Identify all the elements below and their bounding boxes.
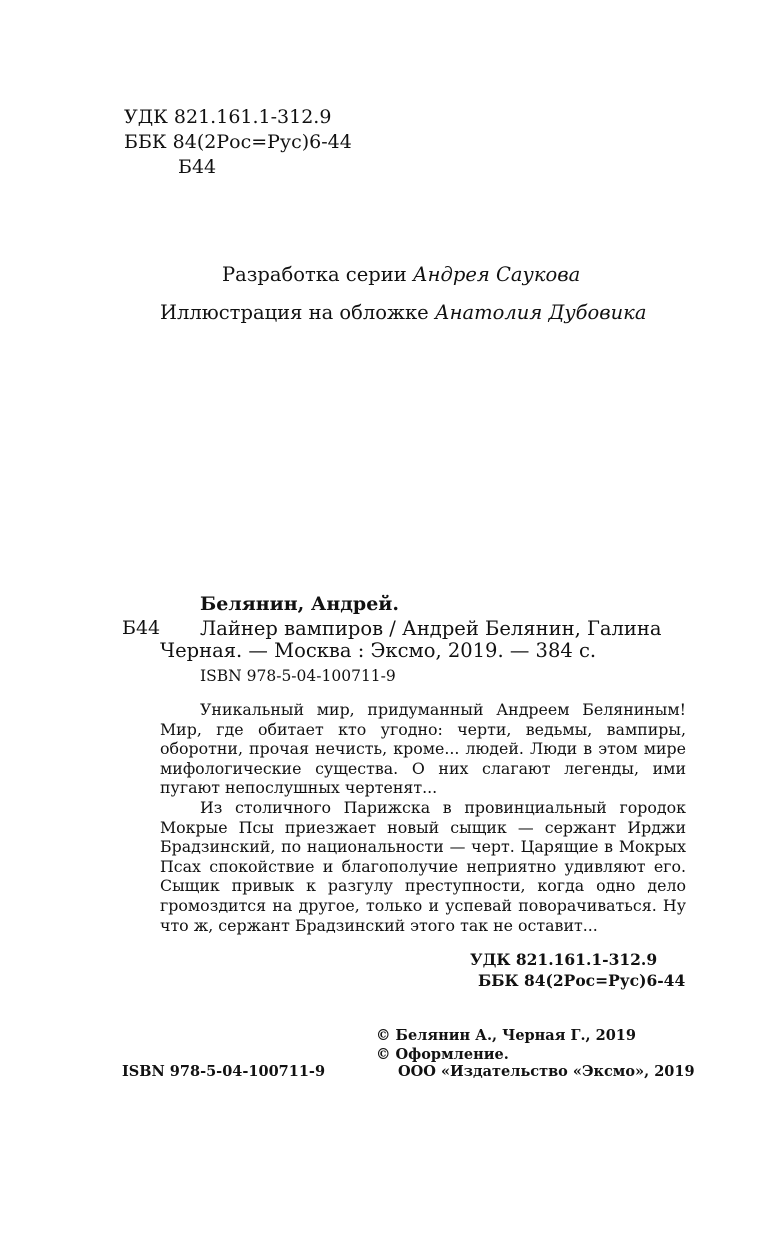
catalog-code: Б44 [122,617,161,639]
header-code: Б44 [178,156,217,178]
series-credit-name: Андрея Саукова [412,263,581,286]
copyright-isbn: ISBN 978-5-04-100711-9 [122,1063,326,1080]
cover-credit-prefix: Иллюстрация на обложке [160,301,435,324]
cover-credit [160,301,646,325]
catalog-author: Белянин, Андрей. [200,593,400,615]
cover-credit-name: Анатолия Дубовика [434,301,647,324]
header-udk: УДК 821.161.1-312.9 [124,106,332,128]
catalog-title-line2: Черная. — Москва : Эксмо, 2019. — 384 с. [160,639,597,662]
copyright-design: © Оформление. [376,1046,509,1063]
abstract [160,700,686,935]
codes-udk: УДК 821.161.1-312.9 [470,950,658,969]
header-bbk: ББК 84(2Рос=Рус)6-44 [124,131,352,153]
copyright-publisher: ООО «Издательство «Эксмо», 2019 [398,1063,695,1080]
codes-bbk: ББК 84(2Рос=Рус)6-44 [478,971,686,990]
copyright-authors: © Белянин А., Черная Г., 2019 [376,1027,636,1044]
catalog-isbn: ISBN 978-5-04-100711-9 [200,667,396,685]
catalog-title-line1: Лайнер вампиров / Андрей Белянин, Галина [200,617,662,640]
abstract-paragraph-2: Из столичного Парижска в провинциальный городок Мокрые Псы приезжает новый сыщик — сержант Ирджи Брадзинский, по национальности — черт. Царящие в Мокрых Псах спокойствие и благополучие неприятно удивляют его. Сыщик привык к разгулу преступности, когда одно дело громоздится на другое, только и успевай поворачиваться. Ну что ж, сержант Брадзинский этого так не оставит... [160,797,686,935]
series-credit-prefix: Разработка серии [222,263,413,286]
abstract-paragraph-1: Уникальный мир, придуманный Андреем Беляниным! Мир, где обитает кто угодно: черти, ведьмы, вампиры, оборотни, прочая нечисть, кроме... людей. Люди в этом мире мифологические существа. О них слагают легенды, ими пугают непослушных чертенят... [160,700,686,798]
series-credit [222,263,580,287]
